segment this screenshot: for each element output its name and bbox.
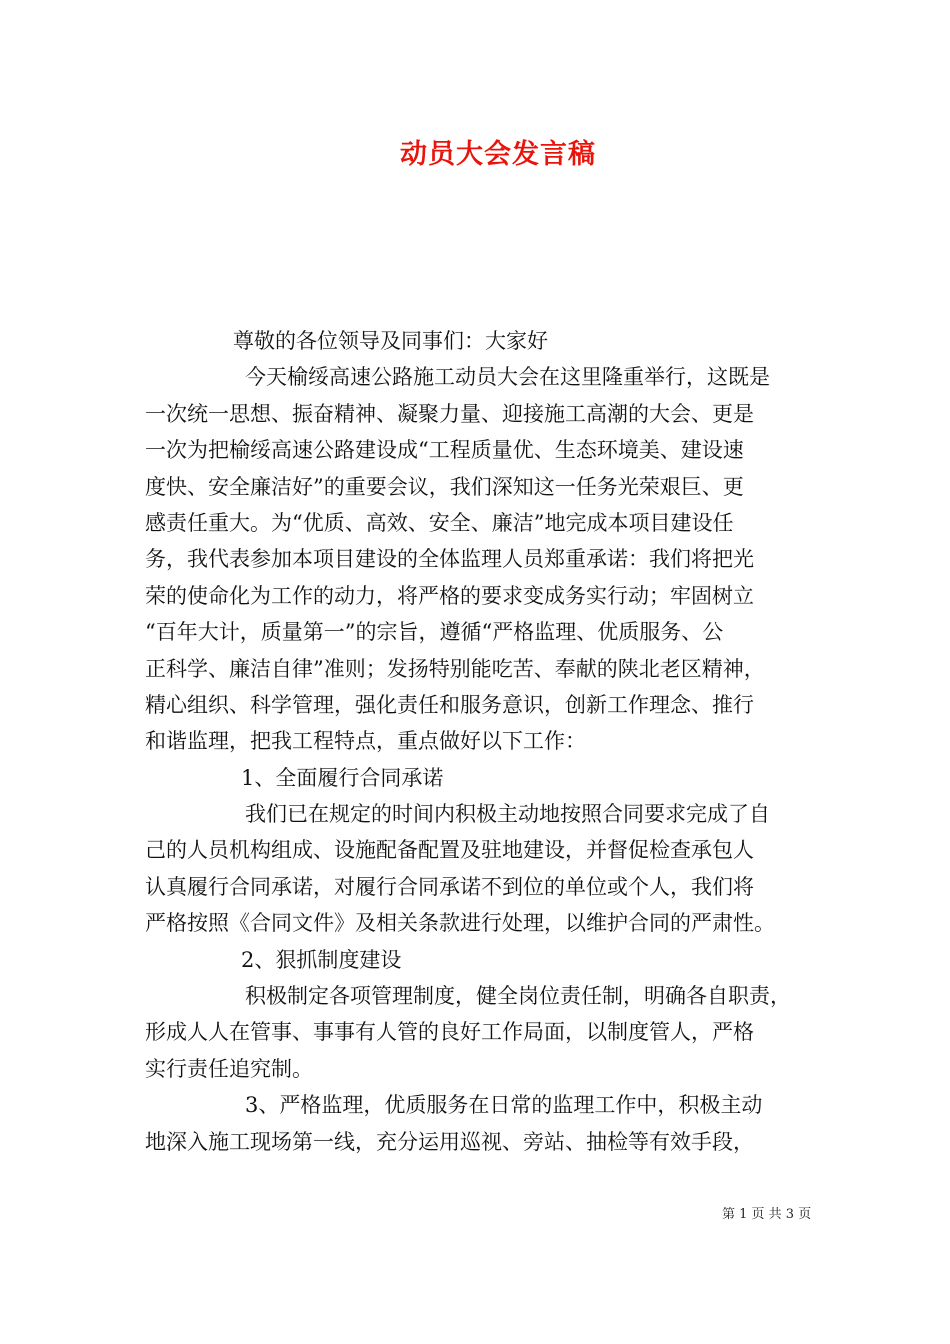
paragraph-line: 一次统一思想、振奋精神、凝聚力量、迎接施工高潮的大会、更是 bbox=[145, 401, 754, 426]
paragraph-line: 积极制定各项管理制度，健全岗位责任制，明确各自职责， bbox=[245, 984, 791, 1009]
paragraph-line: 实行责任追究制。 bbox=[145, 1056, 313, 1081]
paragraph-line: 一次为把榆绥高速公路建设成“工程质量优、生态环境美、建设速 bbox=[145, 438, 744, 463]
paragraph-line: 今天榆绥高速公路施工动员大会在这里隆重举行，这既是 bbox=[245, 365, 770, 390]
paragraph-line: 认真履行合同承诺，对履行合同承诺不到位的单位或个人，我们将 bbox=[145, 874, 754, 899]
paragraph-line: 我们已在规定的时间内积极主动地按照合同要求完成了自 bbox=[245, 802, 770, 827]
paragraph-line: 度快、安全廉洁好”的重要会议，我们深知这一任务光荣艰巨、更 bbox=[145, 474, 744, 499]
paragraph-line: 和谐监理，把我工程特点，重点做好以下工作： bbox=[145, 729, 586, 754]
paragraph-line: 精心组织、科学管理，强化责任和服务意识，创新工作理念、推行 bbox=[145, 692, 754, 717]
section-heading: 2、狠抓制度建设 bbox=[241, 947, 402, 972]
page-footer: 第 1 页 共 3 页 bbox=[722, 1207, 812, 1222]
paragraph-line: “百年大计，质量第一”的宗旨，遵循“严格监理、优质服务、公 bbox=[145, 620, 724, 645]
paragraph-line: 己的人员机构组成、设施配备配置及驻地建设，并督促检查承包人 bbox=[145, 838, 754, 863]
paragraph-line: 严格按照《合同文件》及相关条款进行处理，以维护合同的严肃性。 bbox=[145, 911, 775, 936]
paragraph-line: 地深入施工现场第一线，充分运用巡视、旁站、抽检等有效手段， bbox=[145, 1129, 754, 1154]
document-title: 动员大会发言稿 bbox=[400, 139, 596, 170]
greeting-line: 尊敬的各位领导及同事们：大家好 bbox=[233, 329, 548, 353]
section-heading: 1、全面履行合同承诺 bbox=[241, 765, 444, 790]
paragraph-line: 感责任重大。为“优质、高效、安全、廉洁”地完成本项目建设任 bbox=[145, 510, 734, 535]
paragraph-line: 荣的使命化为工作的动力，将严格的要求变成务实行动；牢固树立 bbox=[145, 583, 754, 608]
paragraph-line: 形成人人在管事、事事有人管的良好工作局面，以制度管人，严格 bbox=[145, 1020, 754, 1045]
paragraph-line: 务，我代表参加本项目建设的全体监理人员郑重承诺：我们将把光 bbox=[145, 547, 754, 572]
paragraph-line: 正科学、廉洁自律”准则；发扬特别能吃苦、奉献的陕北老区精神， bbox=[145, 656, 765, 681]
document-body bbox=[145, 323, 810, 1160]
section-heading: 3、严格监理，优质服务在日常的监理工作中，积极主动 bbox=[245, 1093, 763, 1118]
